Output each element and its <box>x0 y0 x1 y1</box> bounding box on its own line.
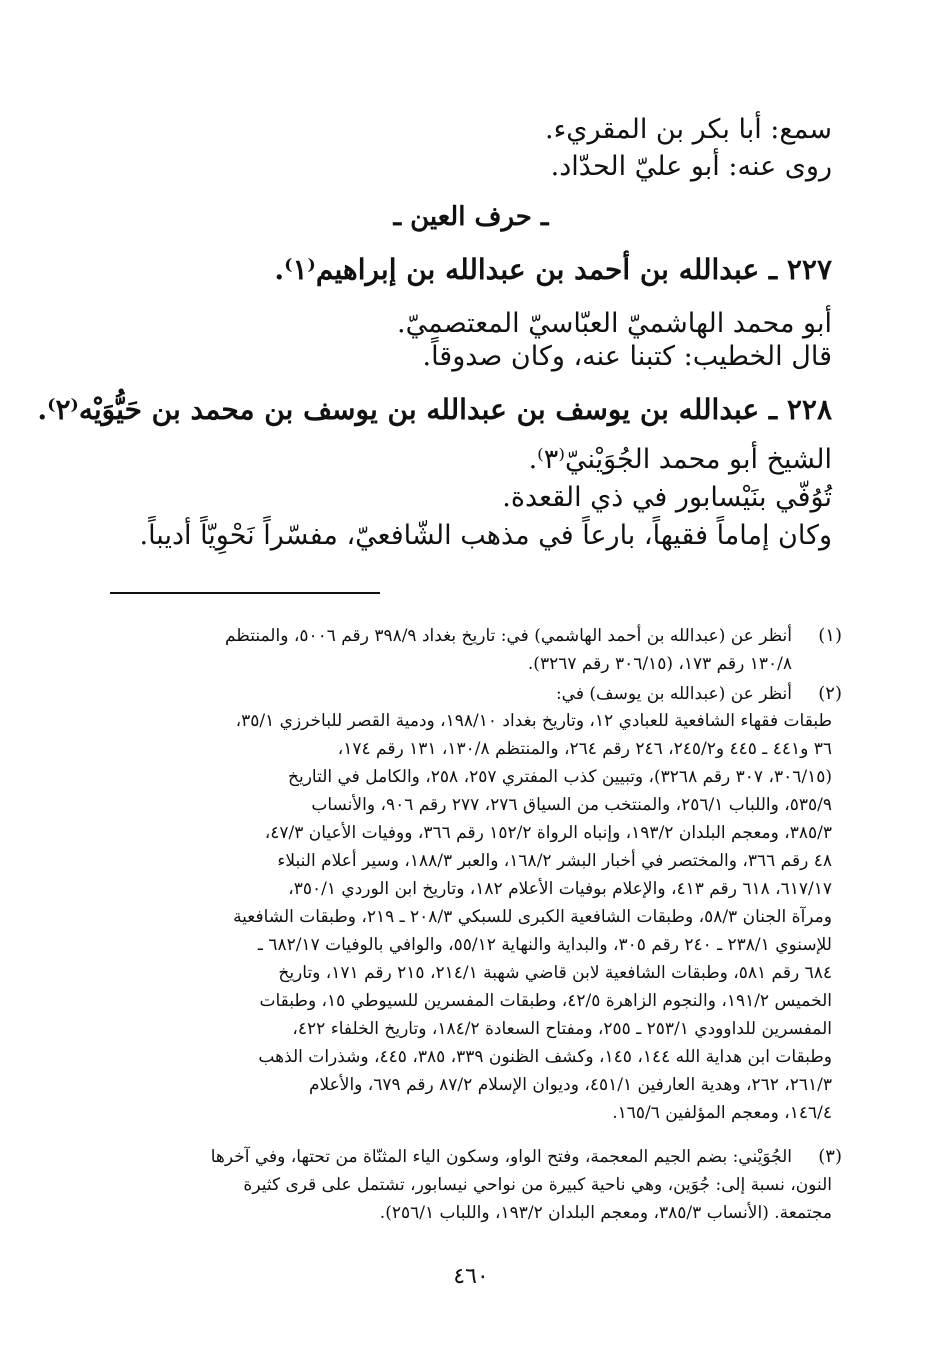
footnote-separator <box>110 592 380 594</box>
footnote-line: ٣٨٥/٣، ومعجم البلدان ١٩٣/٢، وإنباه الرواة ١٥٢/٢ رقم ٣٦٦، ووفيات الأعيان ٤٧/٣، <box>264 823 832 843</box>
footnote-line: أنظر عن (عبدالله بن يوسف) في: <box>555 684 792 704</box>
entry-title: ٢٢٨ ـ عبدالله بن يوسف بن عبدالله بن يوسف بن محمد بن حَيُّوَيْه⁽٢⁾. <box>37 393 832 426</box>
footnote-number: (٣) <box>818 1146 842 1167</box>
body-line: سمع: أبا بكر بن المقريء. <box>545 114 832 145</box>
footnote-line: للإسنوي ٢٣٨/١ ـ ٢٤٠ رقم ٣٠٥، والبداية والنهاية ٥٥/١٢، والوافي بالوفيات ٦٨٢/١٧ ـ <box>257 935 832 955</box>
footnote-line: ٥٣٥/٩، واللباب ٢٥٦/١، والمنتخب من السياق ٢٧٦، ٢٧٧ رقم ٩٠٦، والأنساب <box>311 795 832 815</box>
footnote-number: (١) <box>818 625 842 646</box>
footnote-line: ٤٨ رقم ٣٦٦، والمختصر في أخبار البشر ١٦٨/٢، والعبر ١٨٨/٣، وسير أعلام النبلاء <box>277 851 832 871</box>
entry-line: قال الخطيب: كتبنا عنه، وكان صدوقاً. <box>422 341 832 372</box>
footnote-line: ١٤٦/٤، ومعجم المؤلفين ١٦٥/٦. <box>612 1103 832 1123</box>
footnote-line: الخميس ١٩١/٢، والنجوم الزاهرة ٤٢/٥، وطبقات المفسرين للسيوطي ١٥، وطبقات <box>259 991 832 1011</box>
footnote-line: الجُوَيْني: بضم الجيم المعجمة، وفتح الواو، وسكون الياء المثنّاة من تحتها، وفي آخرها <box>210 1147 792 1167</box>
page-number: ٤٦٠ <box>453 1264 489 1289</box>
footnote-line: ومرآة الجنان ٥٨/٣، وطبقات الشافعية الكبرى للسبكي ٢٠٨/٣ ـ ٢١٩، وطبقات الشافعية <box>233 907 832 927</box>
footnote-line: النون، نسبة إلى: جُوَين، وهي ناحية كبيرة من نواحي نيسابور، تشتمل على قرى كثيرة <box>243 1175 832 1195</box>
footnote-line: مجتمعة. (الأنساب ٣٨٥/٣، ومعجم البلدان ١٩٣/٢، واللباب ٢٥٦/١). <box>379 1203 832 1223</box>
footnote-line: (٣٠٦/١٥، ٣٠٧ رقم ٣٢٦٨)، وتبيين كذب المفتري ٢٥٧، ٢٥٨، والكامل في التاريخ <box>287 767 832 787</box>
entry-line: أبو محمد الهاشميّ العبّاسيّ المعتصميّ. <box>397 308 832 339</box>
footnote-line: ٦٨٤ رقم ٥٨١، وطبقات الشافعية لابن قاضي شهبة ٢١٤/١، ٢١٥ رقم ١٧١، وتاريخ <box>278 963 832 983</box>
footnote-line: طبقات فقهاء الشافعية للعبادي ١٢، وتاريخ بغداد ١٩٨/١٠، ودمية القصر للباخرزي ٣٥/١، <box>235 711 832 731</box>
footnote-line: وطبقات ابن هداية الله ١٤٤، ١٤٥، وكشف الظنون ٣٣٩، ٣٨٥، ٤٤٥، وشذرات الذهب <box>258 1047 832 1067</box>
body-line: روى عنه: أبو عليّ الحدّاد. <box>550 151 832 182</box>
footnote-line: ١٣٠/٨ رقم ١٧٣، (٣٠٦/١٥ رقم ٣٢٦٧). <box>527 654 792 674</box>
section-heading: ـ حرف العين ـ <box>393 202 549 232</box>
footnote-line: المفسرين للداوودي ٢٥٣/١ ـ ٢٥٥، ومفتاح السعادة ١٨٤/٢، وتاريخ الخلفاء ٤٢٢، <box>292 1019 832 1039</box>
entry-title: ٢٢٧ ـ عبدالله بن أحمد بن عبدالله بن إبراهيم⁽١⁾. <box>274 253 832 286</box>
footnote-line: أنظر عن (عبدالله بن أحمد الهاشمي) في: تاريخ بغداد ٣٩٨/٩ رقم ٥٠٠٦، والمنتظم <box>224 626 792 646</box>
entry-line: تُوُفّي بنَيْسابور في ذي القعدة. <box>502 482 832 513</box>
footnote-line: ٢٦١/٣، ٢٦٢، وهدية العارفين ٤٥١/١، وديوان الإسلام ٨٧/٢ رقم ٦٧٩، والأعلام <box>308 1075 832 1095</box>
footnote-number: (٢) <box>818 683 842 704</box>
entry-line: الشيخ أبو محمد الجُوَيْنيّ⁽٣⁾. <box>528 444 832 475</box>
footnote-line: ٣٦ و٤٤١ ـ ٤٤٥ و٢٤٥/٢، ٢٤٦ رقم ٢٦٤، والمنتظم ١٣٠/٨، ١٣١ رقم ١٧٤، <box>337 739 832 759</box>
footnote-line: ٦١٧/١٧، ٦١٨ رقم ٤١٣، والإعلام بوفيات الأعلام ١٨٢، وتاريخ ابن الوردي ٣٥٠/١، <box>288 879 832 899</box>
entry-line: وكان إماماً فقيهاً، بارعاً في مذهب الشّافعيّ، مفسّراً نَحْوِيّاً أديباً. <box>139 520 832 551</box>
